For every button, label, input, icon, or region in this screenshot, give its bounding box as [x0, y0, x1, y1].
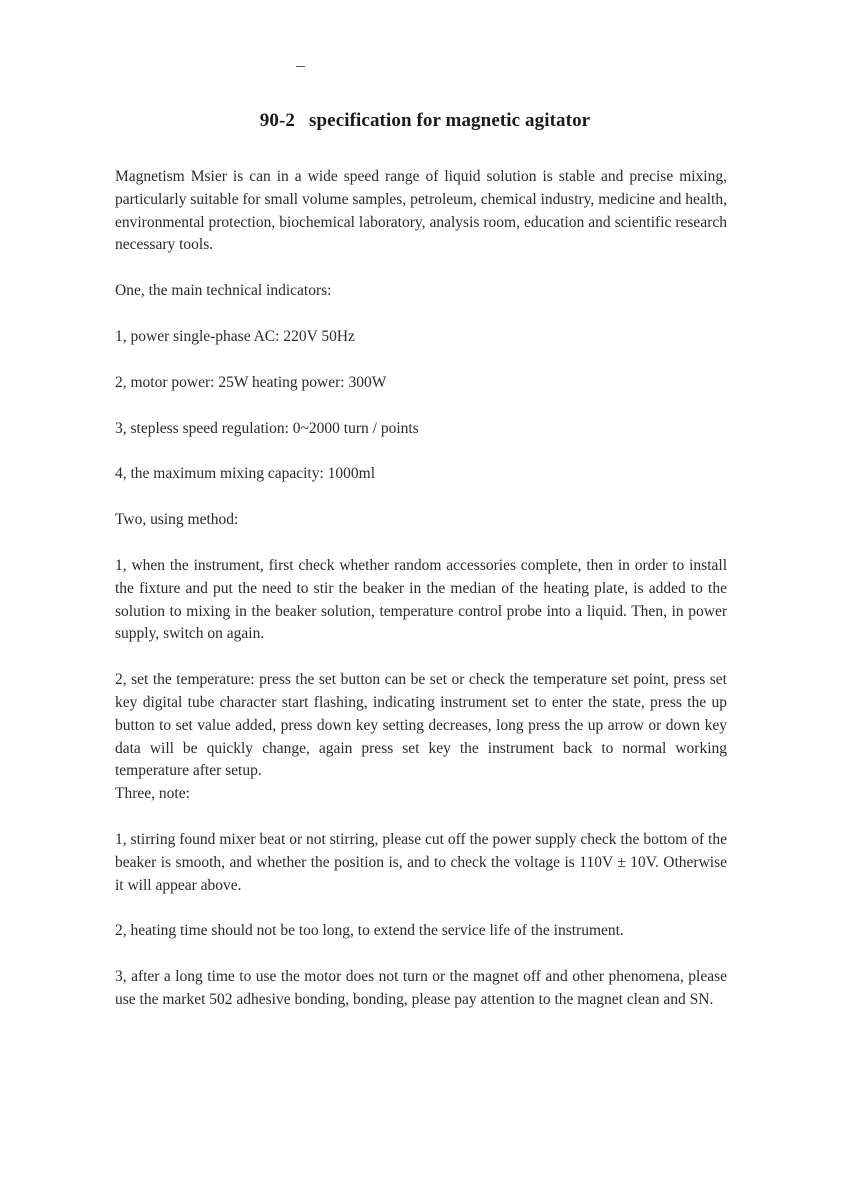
method-item: 2, set the temperature: press the set button can be set or check the temperature set point, press set key digital tube character start flashing, indicating instrument set to enter the state, press the up button to set value added, press down key setting decreases, long press the up arrow or down key data will be quickly change, again press set key the instrument back to normal working temperature after setup. [115, 671, 727, 780]
section-two-heading: Two, using method: [115, 511, 239, 529]
section-one-heading: One, the main technical indicators: [115, 282, 332, 300]
section-three-heading: Three, note: [115, 785, 190, 803]
title-number: 90-2 [259, 110, 295, 131]
indicator-item: 4, the maximum mixing capacity: 1000ml [115, 465, 376, 483]
method-item: 1, when the instrument, first check whether random accessories complete, then in order to install the fixture and put the need to stir the beaker in the median of the heating plate, is added to the solution to mixing in the beaker solution, temperature control probe into a liquid. Then, in power supply, switch on again. [115, 556, 727, 643]
indicator-item: 1, power single-phase AC: 220V 50Hz [115, 327, 355, 345]
indicator-item: 3, stepless speed regulation: 0~2000 turn / points [115, 419, 419, 437]
document-title [0, 110, 850, 132]
intro-paragraph: Magnetism Msier is can in a wide speed range of liquid solution is stable and precise mixing, particularly suitable for small volume samples, petroleum, chemical industry, medicine and health, environmental protection, biochemical laboratory, analysis room, education and scientific research necessary tools. [115, 168, 727, 254]
scan-mark [296, 66, 305, 67]
note-item: 1, stirring found mixer beat or not stirring, please cut off the power supply check the bottom of the beaker is smooth, and whether the position is, and to check the voltage is 110V ± 10V. Otherwise it will appear above. [115, 830, 727, 894]
note-item: 2, heating time should not be too long, to extend the service life of the instrument. [115, 922, 624, 940]
note-item: 3, after a long time to use the motor does not turn or the magnet off and other phenomena, please use the market 502 adhesive bonding, bonding, please pay attention to the magnet clean and SN. [115, 968, 727, 1008]
document-body [115, 166, 727, 1012]
title-text: specification for magnetic agitator [309, 110, 591, 131]
indicator-item: 2, motor power: 25W heating power: 300W [115, 373, 387, 391]
